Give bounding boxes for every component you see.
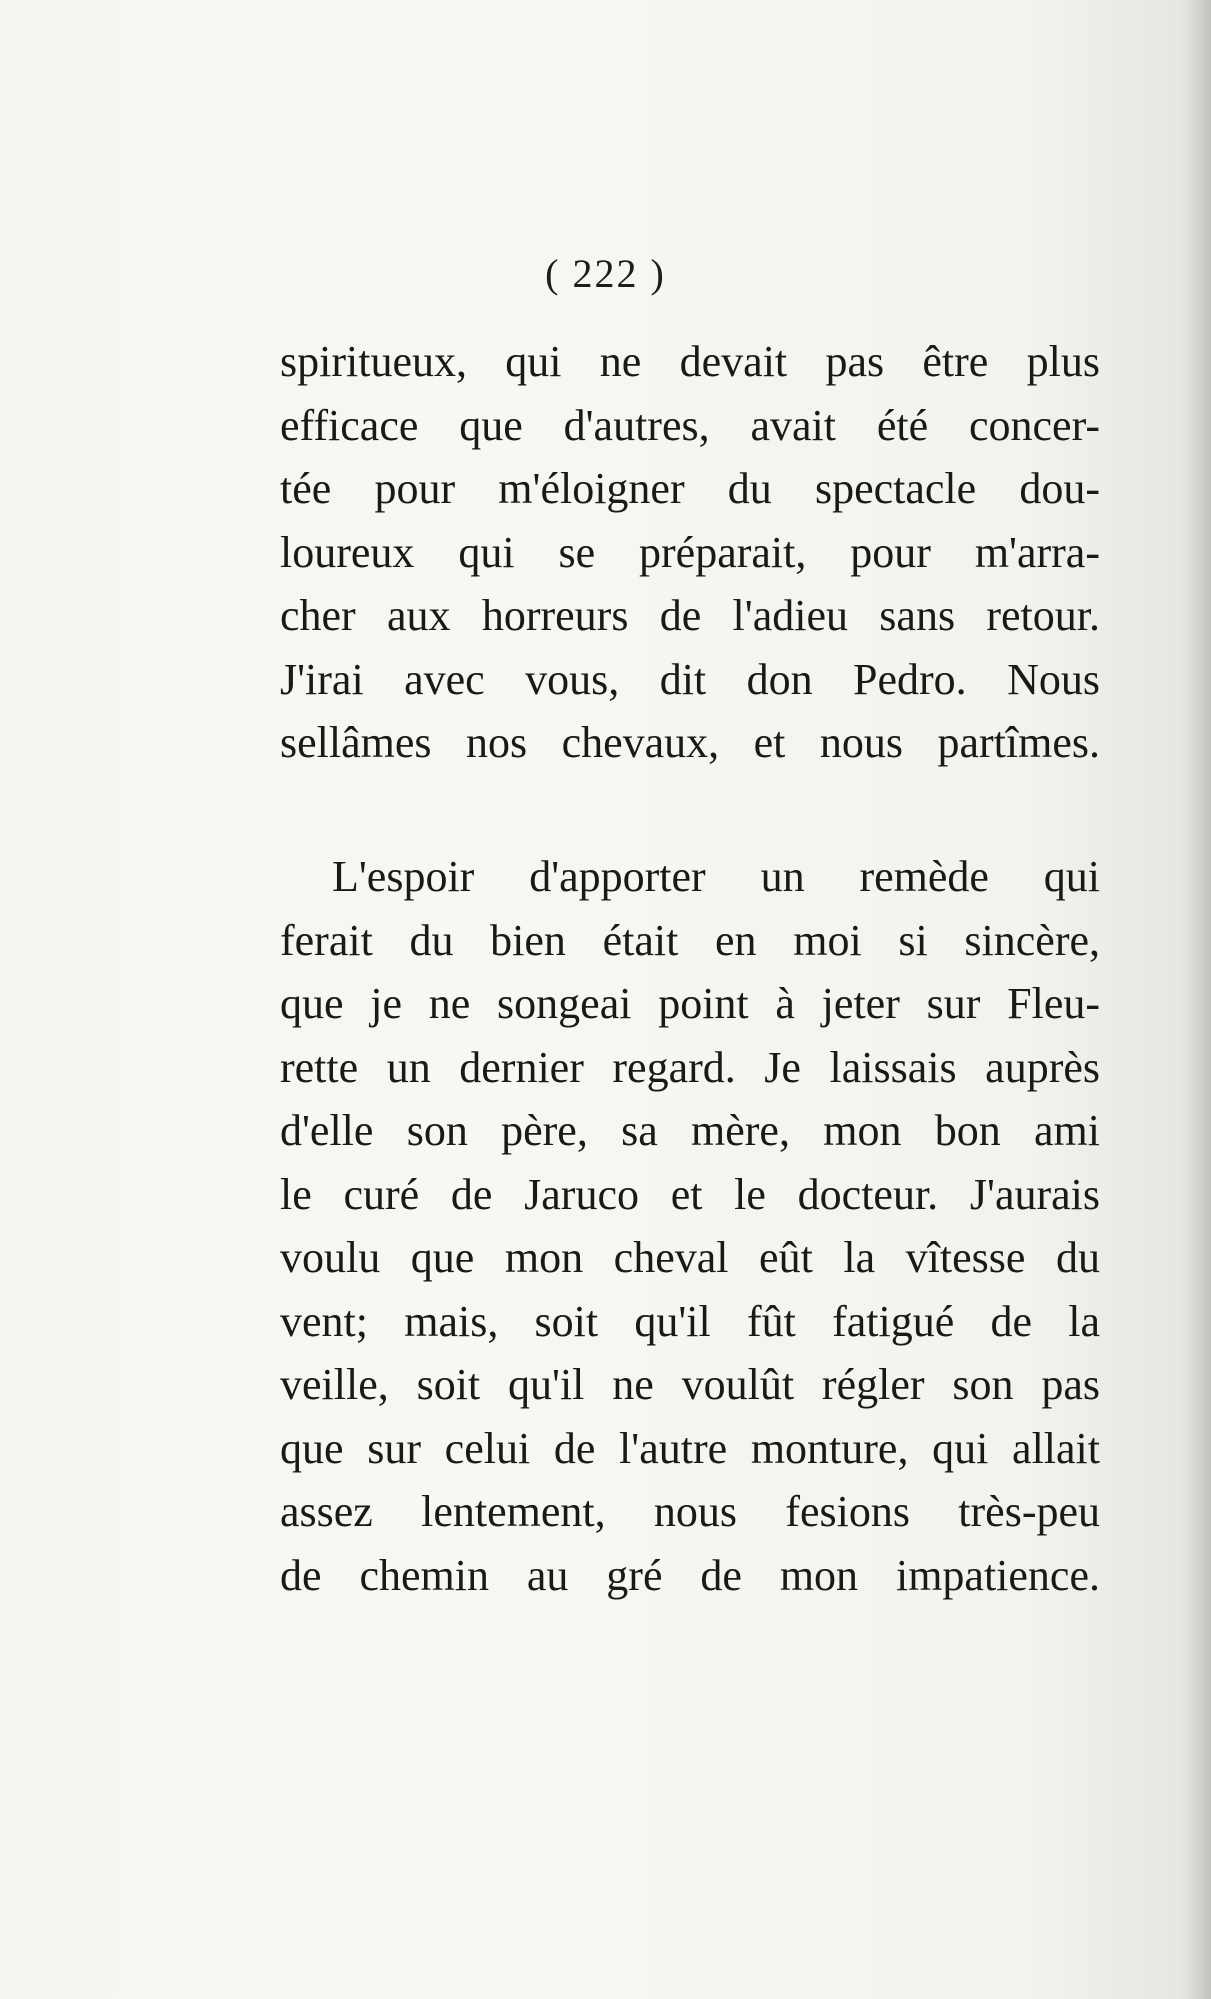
page-number: ( 222 ) xyxy=(545,251,666,296)
text-line: sellâmes nos chevaux, et nous partîmes. xyxy=(280,718,1100,767)
paragraph-2 xyxy=(280,845,1100,1607)
text-line: vent; mais, soit qu'il fût fatigué de la xyxy=(280,1296,1100,1346)
text-line: veille, soit qu'il ne voulût régler son pas xyxy=(280,1360,1100,1409)
text-line: voulu que mon cheval eût la vîtesse du xyxy=(280,1233,1100,1282)
text-line: cher aux horreurs de l'adieu sans retour. xyxy=(280,591,1100,640)
text-line: tée pour m'éloigner du spectacle dou- xyxy=(280,464,1100,513)
text-line: que sur celui de l'autre monture, qui allait xyxy=(280,1423,1100,1473)
text-line: d'elle son père, sa mère, mon bon ami xyxy=(280,1106,1100,1155)
text-line: que je ne songeai point à jeter sur Fleu- xyxy=(280,979,1100,1028)
text-line: de chemin au gré de mon impatience. xyxy=(280,1550,1100,1600)
page-edge-shadow xyxy=(1183,0,1211,1999)
paragraph-1 xyxy=(280,330,1100,775)
text-line: loureux qui se préparait, pour m'arra- xyxy=(280,527,1100,577)
text-line: spiritueux, qui ne devait pas être plus xyxy=(280,337,1100,386)
text-line: efficace que d'autres, avait été concer- xyxy=(280,400,1100,450)
text-line: J'irai avec vous, dit don Pedro. Nous xyxy=(280,654,1100,704)
text-line: rette un dernier regard. Je laissais auprès xyxy=(280,1042,1100,1092)
text-line: ferait du bien était en moi si sincère, xyxy=(280,915,1100,965)
text-line: le curé de Jaruco et le docteur. J'aurais xyxy=(280,1169,1100,1219)
text-line: L'espoir d'apporter un remède qui xyxy=(332,852,1100,901)
text-line: assez lentement, nous fesions très-peu xyxy=(280,1487,1100,1536)
